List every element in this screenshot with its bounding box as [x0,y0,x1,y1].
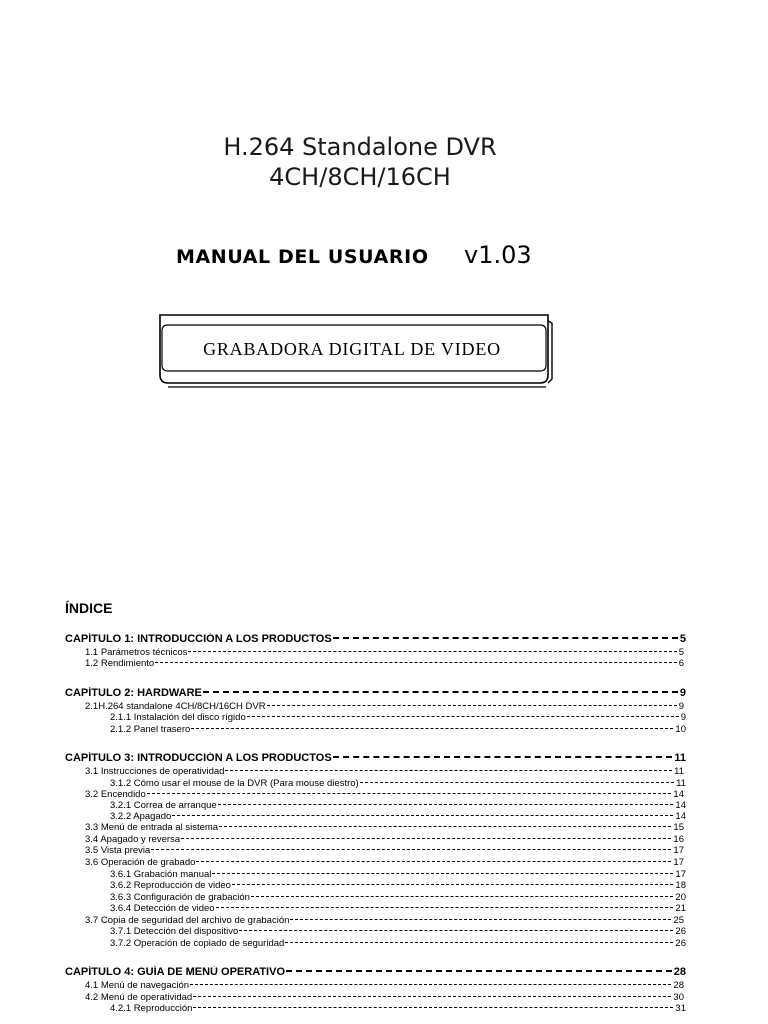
cover-title-line-1: H.264 Standalone DVR [223,133,497,161]
toc-page-number: 26 [675,938,686,949]
toc-section-row [110,880,686,892]
toc-section-row [110,926,686,938]
toc-section-row [85,845,684,857]
toc-chapter-row [65,633,686,647]
toc-page-number: 14 [673,789,684,800]
toc-page-number: 9 [679,687,686,699]
toc-entry-label: CAPÍTULO 2: HARDWARE [65,687,202,699]
toc-leader [218,804,674,805]
dvr-device-label: GRABADORA DIGITAL DE VIDEO [203,339,501,359]
toc-page-number: 31 [675,1003,686,1014]
toc-section-row [85,857,684,869]
toc-page-number: 14 [675,811,686,822]
toc-section-row [85,822,684,834]
toc-section-row [85,766,684,778]
toc-page-number: 30 [673,992,684,1003]
toc-leader [219,826,671,827]
toc-entry-label: 3.1.2 Cómo usar el mouse de la DVR (Para mouse diestro) [110,778,359,789]
toc-page-number: 9 [680,712,686,723]
toc-leader [290,919,671,920]
toc-leader [360,782,674,783]
toc-entry-label: 3.6 Operación de grabado [85,857,196,868]
toc-entry-label: 4.1 Menú de navegación [85,980,190,991]
toc-page-number: 25 [673,915,684,926]
toc-entry-label: 2.1.2 Panel trasero [110,724,191,735]
toc-page-number: 6 [678,658,684,669]
toc-leader [147,793,672,794]
toc-leader [286,970,672,972]
toc-entry-label: 4.2.1 Reproducción [110,1003,193,1014]
toc-section-row [85,658,684,670]
toc-page-number: 18 [675,880,686,891]
toc-entry-label: 3.7 Copia de seguridad del archivo de grabación [85,915,290,926]
toc-page-number: 26 [675,926,686,937]
toc-entry-label: 3.7.1 Detección del dispositivo [110,926,239,937]
toc-leader [239,930,673,931]
toc-page-number: 5 [679,633,686,645]
toc-page-number: 5 [678,647,684,658]
toc-entry-label: CAPÍTULO 4: GUÍA DE MENÚ OPERATIVO [65,966,286,978]
toc-leader [251,896,673,897]
toc-page-number: 9 [678,701,684,712]
toc-entry-label: 3.3 Menú de entrada al sistema [85,822,219,833]
toc-entry-label: 3.2.2 Apagado [110,811,172,822]
toc-chapter-row [65,752,686,766]
manual-label: MANUAL DEL USUARIO [176,246,429,268]
toc-leader [155,662,677,663]
toc-section-row [85,980,684,992]
toc-leader [333,637,678,639]
toc-leader [181,838,671,839]
toc-leader [267,705,677,706]
cover-title-line-2: 4CH/8CH/16CH [269,163,451,191]
toc-entry-label: 3.6.4 Detección de video [110,903,215,914]
toc-leader [196,861,671,862]
toc-leader [191,728,673,729]
toc-entry-label: 3.1 Instrucciones de operatividad [85,766,225,777]
toc-page-number: 14 [675,800,686,811]
toc-page-number: 10 [675,724,686,735]
toc-page-number: 28 [673,966,686,978]
toc-page-number: 17 [673,845,684,856]
toc-section-row [110,903,686,915]
toc-leader [151,849,671,850]
toc-entry-label: 3.2.1 Correa de arranque [110,800,217,811]
toc-page-number: 28 [673,980,684,991]
toc-entry-label: 3.5 Vista previa [85,845,151,856]
toc-leader [193,1007,673,1008]
toc-entry-label: 3.6.2 Reproducción de video [110,880,231,891]
version-label: v1.03 [464,241,532,269]
toc-leader [212,873,673,874]
toc-leader [172,815,673,816]
toc-section-row [110,938,686,950]
toc-leader [247,716,679,717]
toc-entry-label: 3.4 Apagado y reversa [85,834,181,845]
toc-entry-label: 3.6.3 Configuración de grabación [110,892,250,903]
toc-chapter-row [65,966,686,980]
toc-leader [216,907,674,908]
toc-page-number: 15 [673,822,684,833]
toc-page-number: 16 [673,834,684,845]
toc-leader [225,770,672,771]
toc-leader [333,756,673,758]
toc-section-row [110,1003,686,1015]
toc-entry-label: CAPÍTULO 3: INTRODUCCIÓN A LOS PRODUCTOS [65,752,332,764]
toc-page-number: 11 [674,766,684,777]
toc-chapter-row [65,687,686,701]
toc-page-number: 17 [675,869,686,880]
toc-page-number: 17 [673,857,684,868]
toc-entry-label: 2.1H.264 standalone 4CH/8CH/16CH DVR [85,701,266,712]
index-heading: ÍNDICE [65,600,113,616]
toc-leader [188,651,676,652]
toc-page-number: 11 [674,752,686,764]
toc-entry-label: CAPÍTULO 1: INTRODUCCIÓN A LOS PRODUCTOS [65,633,332,645]
toc-leader [203,691,678,693]
toc-leader [193,996,671,997]
toc-page-number: 20 [675,892,686,903]
toc-entry-label: 3.6.1 Grabación manual [110,869,212,880]
toc-page-number: 21 [675,903,686,914]
toc-page-number: 11 [676,778,686,789]
toc-leader [232,884,673,885]
toc-entry-label: 3.7.2 Operación de copiado de seguridad [110,938,285,949]
toc-entry-label: 1.2 Rendimiento [85,658,155,669]
toc-leader [190,984,671,985]
toc-section-row [110,712,686,724]
toc-entry-label: 4.2 Menú de operatividad [85,992,193,1003]
toc-section-row [110,724,686,736]
toc-entry-label: 3.2 Encendido [85,789,146,800]
toc-entry-label: 2.1.1 Instalación del disco rígido [110,712,246,723]
toc-entry-label: 1.1 Parámetros técnicos [85,647,188,658]
toc-leader [285,942,673,943]
